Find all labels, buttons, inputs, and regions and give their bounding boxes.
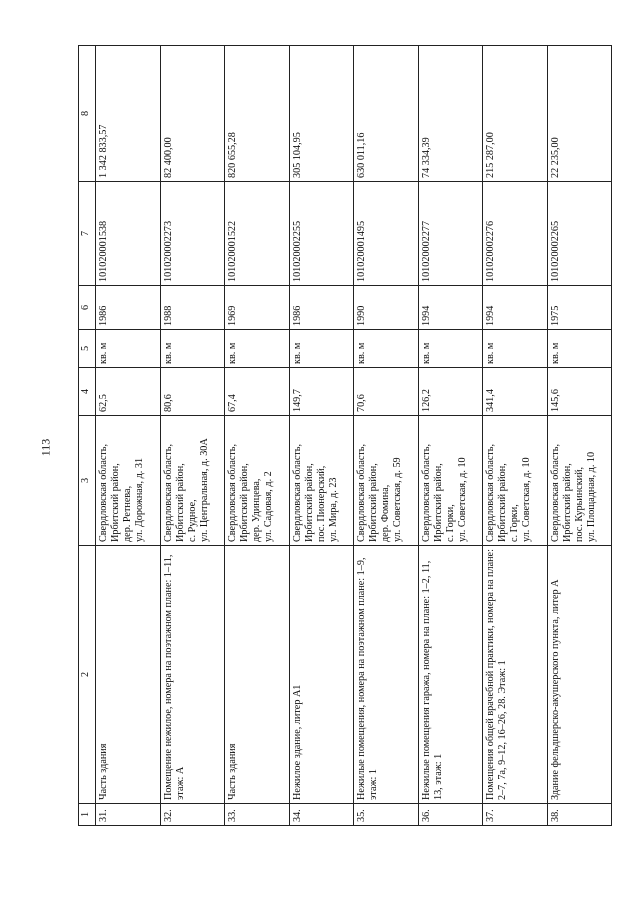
row-number: 34. bbox=[289, 804, 354, 826]
area-unit: кв. м bbox=[289, 330, 354, 368]
address-line: ул. Центральная, д. 30А bbox=[198, 438, 210, 542]
table-row bbox=[225, 46, 290, 826]
build-year: 1986 bbox=[96, 286, 161, 330]
column-header: 6 bbox=[79, 286, 96, 330]
object-area: 70,6 bbox=[354, 368, 419, 416]
address-line: Ирбитский район, bbox=[368, 463, 379, 542]
address-line: Ирбитский район, bbox=[303, 463, 315, 542]
row-number: 31. bbox=[96, 804, 161, 826]
object-area: 149,7 bbox=[289, 368, 354, 416]
book-value: 305 104,95 bbox=[289, 46, 354, 182]
book-value: 82 400,00 bbox=[160, 46, 225, 182]
object-name: Нежилое здание, литер А1 bbox=[289, 546, 354, 804]
build-year: 1994 bbox=[418, 286, 483, 330]
address-line: ул. Советская, д. 10 bbox=[456, 457, 468, 542]
address-line: ул. Садовая, д. 2 bbox=[263, 471, 274, 542]
object-address bbox=[160, 416, 225, 546]
object-name: Здание фельдшерско-акушерского пункта, литер А bbox=[547, 546, 612, 804]
row-number: 33. bbox=[225, 804, 290, 826]
address-line: дер. Ретнева, bbox=[122, 485, 133, 542]
address-line: пос. Курьинский, bbox=[573, 466, 585, 542]
book-value: 1 342 833,57 bbox=[96, 46, 161, 182]
address-line: с. Горки, bbox=[509, 504, 520, 542]
row-number: 35. bbox=[354, 804, 419, 826]
area-unit: кв. м bbox=[96, 330, 161, 368]
inventory-number: 101020002273 bbox=[160, 182, 225, 286]
table-row bbox=[547, 46, 612, 826]
table-row bbox=[289, 46, 354, 826]
column-header: 8 bbox=[79, 46, 96, 182]
address-line: Ирбитский район, bbox=[561, 463, 573, 542]
object-area: 67,4 bbox=[225, 368, 290, 416]
object-address bbox=[483, 416, 548, 546]
build-year: 1986 bbox=[289, 286, 354, 330]
column-header: 5 bbox=[79, 330, 96, 368]
row-number: 32. bbox=[160, 804, 225, 826]
address-line: Ирбитский район, bbox=[497, 463, 508, 542]
rotated-table-frame bbox=[78, 46, 612, 826]
object-address bbox=[225, 416, 290, 546]
table-row bbox=[483, 46, 548, 826]
address-line: Ирбитский район, bbox=[110, 463, 121, 542]
book-value: 820 655,28 bbox=[225, 46, 290, 182]
address-line: ул. Советская, д. 59 bbox=[392, 457, 403, 542]
column-header: 1 bbox=[79, 804, 96, 826]
object-address bbox=[289, 416, 354, 546]
property-table-container bbox=[78, 46, 612, 826]
object-name: Помещения общей врачебной практики, номера на плане: 2–7, 7а, 9–12, 16–26, 28. Этаж: 1 bbox=[483, 546, 548, 804]
header-row bbox=[79, 46, 96, 826]
address-line: Свердловская область, bbox=[162, 443, 174, 542]
object-name: Часть здания bbox=[96, 546, 161, 804]
address-line: Свердловская область, bbox=[227, 443, 238, 542]
book-value: 74 334,39 bbox=[418, 46, 483, 182]
address-line: Ирбитский район, bbox=[239, 463, 250, 542]
book-value: 630 011,16 bbox=[354, 46, 419, 182]
area-unit: кв. м bbox=[418, 330, 483, 368]
column-header: 4 bbox=[79, 368, 96, 416]
address-line: Свердловская область, bbox=[549, 443, 561, 542]
inventory-number: 101020002255 bbox=[289, 182, 354, 286]
object-area: 80,6 bbox=[160, 368, 225, 416]
property-table bbox=[78, 45, 612, 826]
row-number: 38. bbox=[547, 804, 612, 826]
address-line: ул. Мира, д. 23 bbox=[327, 477, 339, 542]
table-row bbox=[160, 46, 225, 826]
object-name: Помещение нежилое, номера на поэтажном плане: 1–11, этаж: А bbox=[160, 546, 225, 804]
object-name: Часть здания bbox=[225, 546, 290, 804]
inventory-number: 101020001495 bbox=[354, 182, 419, 286]
inventory-number: 101020002265 bbox=[547, 182, 612, 286]
build-year: 1988 bbox=[160, 286, 225, 330]
page-number: 113 bbox=[38, 438, 53, 457]
address-line: с. Рудное, bbox=[186, 499, 198, 542]
column-header: 7 bbox=[79, 182, 96, 286]
area-unit: кв. м bbox=[354, 330, 419, 368]
area-unit: кв. м bbox=[483, 330, 548, 368]
object-name: Нежилые помещения, номера на поэтажном плане: 1–9, этаж: 1 bbox=[354, 546, 419, 804]
build-year: 1994 bbox=[483, 286, 548, 330]
area-unit: кв. м bbox=[225, 330, 290, 368]
address-line: Ирбитский район, bbox=[432, 463, 444, 542]
book-value: 22 235,00 bbox=[547, 46, 612, 182]
build-year: 1975 bbox=[547, 286, 612, 330]
object-area: 145,6 bbox=[547, 368, 612, 416]
book-value: 215 287,00 bbox=[483, 46, 548, 182]
address-line: Свердловская область, bbox=[291, 443, 303, 542]
object-address bbox=[418, 416, 483, 546]
table-row bbox=[354, 46, 419, 826]
row-number: 36. bbox=[418, 804, 483, 826]
inventory-number: 101020001538 bbox=[96, 182, 161, 286]
address-line: Свердловская область, bbox=[356, 443, 367, 542]
address-line: дер. Фомина, bbox=[380, 484, 391, 542]
address-line: ул. Площадная, д. 10 bbox=[585, 451, 597, 542]
object-address bbox=[354, 416, 419, 546]
address-line: Ирбитский район, bbox=[174, 463, 186, 542]
build-year: 1969 bbox=[225, 286, 290, 330]
address-line: пос. Пионерский, bbox=[315, 465, 327, 542]
address-line: Свердловская область, bbox=[420, 443, 432, 542]
object-area: 62,5 bbox=[96, 368, 161, 416]
address-line: Свердловская область, bbox=[98, 443, 109, 542]
object-address bbox=[96, 416, 161, 546]
address-line: ул. Советская, д. 10 bbox=[521, 457, 532, 542]
area-unit: кв. м bbox=[160, 330, 225, 368]
inventory-number: 101020002277 bbox=[418, 182, 483, 286]
column-header: 3 bbox=[79, 416, 96, 546]
object-name: Нежилые помещения гаража, номера на плане: 1–2, 11, 13, этаж: 1 bbox=[418, 546, 483, 804]
object-area: 126,2 bbox=[418, 368, 483, 416]
build-year: 1990 bbox=[354, 286, 419, 330]
inventory-number: 101020002276 bbox=[483, 182, 548, 286]
object-area: 341,4 bbox=[483, 368, 548, 416]
address-line: ул. Дорожная, д. 31 bbox=[134, 457, 145, 542]
object-address bbox=[547, 416, 612, 546]
address-line: Свердловская область, bbox=[485, 443, 496, 542]
column-header: 2 bbox=[79, 546, 96, 804]
table-row bbox=[418, 46, 483, 826]
area-unit: кв. м bbox=[547, 330, 612, 368]
address-line: с. Горки, bbox=[444, 504, 456, 542]
table-row bbox=[96, 46, 161, 826]
row-number: 37. bbox=[483, 804, 548, 826]
address-line: дер. Удинцева, bbox=[251, 478, 262, 542]
inventory-number: 101020001522 bbox=[225, 182, 290, 286]
